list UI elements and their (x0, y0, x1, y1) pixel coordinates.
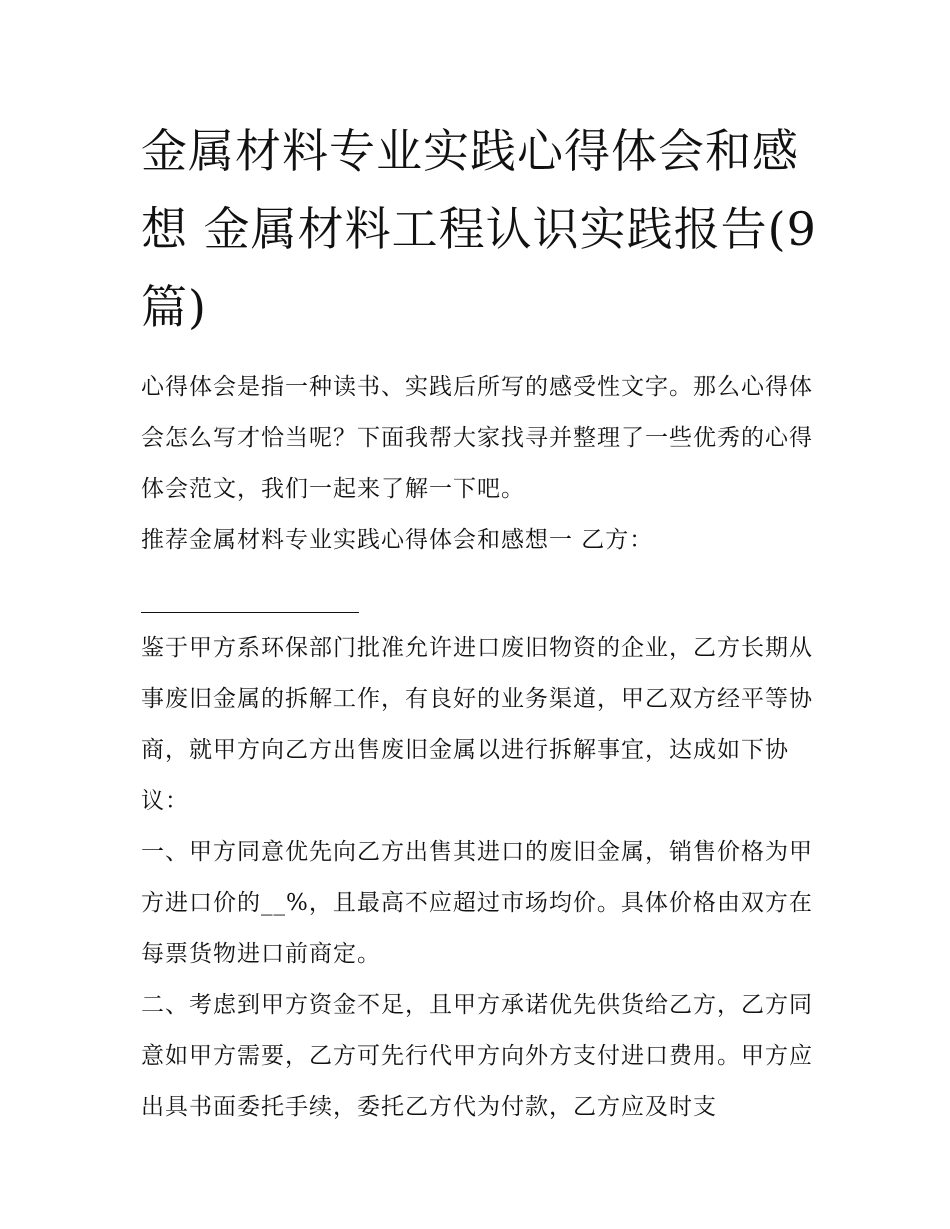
document-title: 金属材料专业实践心得体会和感想 金属材料工程认识实践报告(9篇) (141, 124, 817, 334)
clause-two: 二、考虑到甲方资金不足，且甲方承诺优先供货给乙方，乙方同意如甲方需要，乙方可先行代甲方向外方支付进口费用。甲方应出具书面委托手续，委托乙方代为付款，乙方应及时支 (141, 992, 813, 1120)
clause-one: 一、甲方同意优先向乙方出售其进口的废旧金属，销售价格为甲方进口价的__%，且最高不应超过市场均价。具体价格由双方在每票货物进口前商定。 (141, 839, 813, 967)
agreement-preamble: 鉴于甲方系环保部门批准允许进口废旧物资的企业，乙方长期从事废旧金属的拆解工作，有良好的业务渠道，甲乙双方经平等协商，就甲方向乙方出售废旧金属以进行拆解事宜，达成如下协议： (141, 635, 813, 814)
party-b-blank-line (141, 566, 359, 613)
document-page (141, 112, 821, 1133)
document-body (141, 362, 821, 1133)
recommend-heading: 推荐金属材料专业实践心得体会和感想一 乙方： (141, 527, 654, 553)
intro-paragraph: 心得体会是指一种读书、实践后所写的感受性文字。那么心得体会怎么写才恰当呢？下面我帮大家找寻并整理了一些优秀的心得体会范文，我们一起来了解一下吧。 (141, 374, 813, 502)
